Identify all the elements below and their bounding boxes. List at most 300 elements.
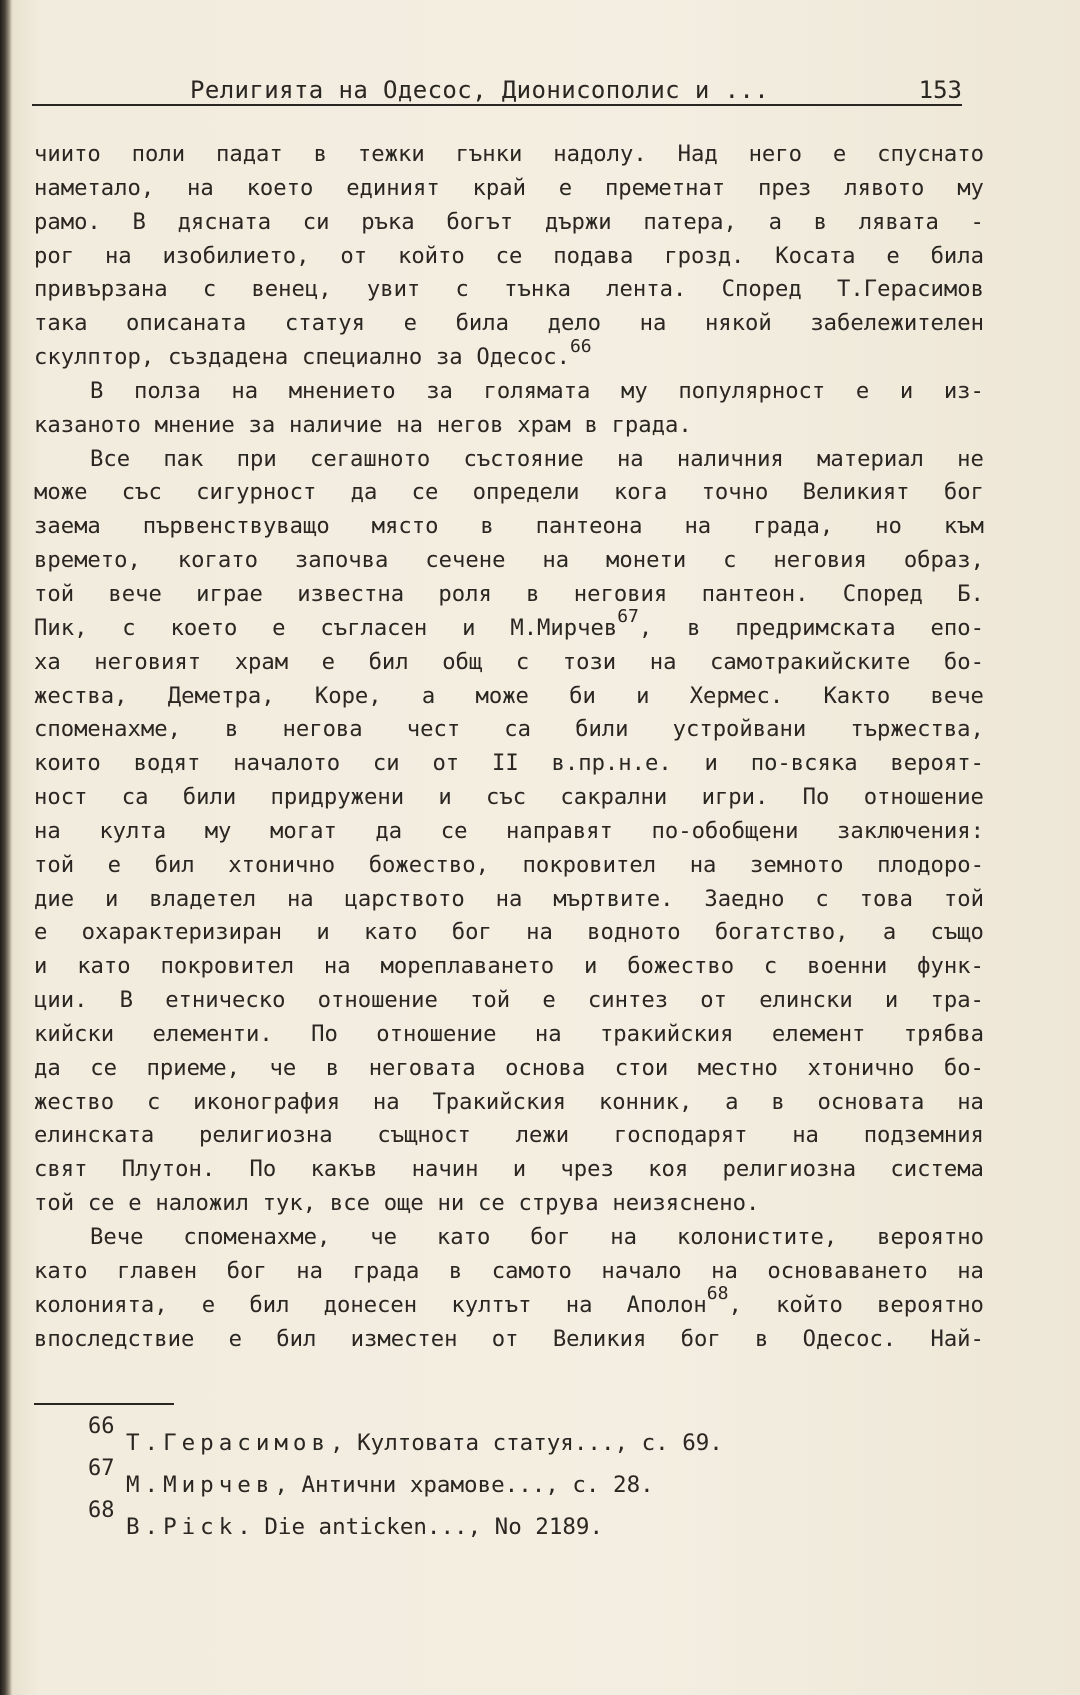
word: споменахме, xyxy=(183,1224,331,1250)
footnote-author: Т.Герасимов xyxy=(126,1430,331,1456)
word: че xyxy=(370,1224,397,1250)
word: култът xyxy=(451,1291,532,1318)
word: ръка xyxy=(361,208,415,235)
word: а xyxy=(725,1088,739,1115)
footnote-citation: . Die anticken..., No 2189. xyxy=(237,1514,604,1540)
word: бог xyxy=(451,919,492,946)
word: придружени xyxy=(270,784,405,811)
text-line xyxy=(34,747,984,781)
word: с xyxy=(515,648,530,675)
word: на xyxy=(396,411,423,438)
word: свят xyxy=(34,1156,88,1183)
word: от xyxy=(432,750,460,777)
word: на xyxy=(372,1088,400,1115)
word: сечене xyxy=(425,547,506,574)
word: той xyxy=(34,580,75,607)
text-line xyxy=(34,240,984,274)
word: кийски xyxy=(34,1020,115,1047)
text-line xyxy=(34,1018,984,1052)
word: и xyxy=(462,614,476,641)
word: и xyxy=(512,1156,527,1183)
word: край xyxy=(472,174,526,201)
word: елинската xyxy=(34,1122,155,1149)
word: той xyxy=(34,851,75,878)
footnote-author: B.Pick xyxy=(126,1514,238,1540)
footnote-citation: , Култовата статуя..., с. 69. xyxy=(330,1430,723,1456)
word: покровител xyxy=(522,851,657,878)
word: на xyxy=(792,1122,819,1149)
word: състояние xyxy=(463,445,584,472)
word: тържества, xyxy=(850,716,984,743)
word: основаването xyxy=(767,1257,928,1284)
word: с xyxy=(455,276,469,303)
word: негова xyxy=(282,716,363,743)
word: земното xyxy=(749,851,844,878)
word: пак xyxy=(163,445,204,472)
word: си xyxy=(302,208,330,235)
word: ност xyxy=(34,784,88,811)
word: в xyxy=(584,411,598,438)
word: игри. xyxy=(701,784,769,811)
word: неговата xyxy=(368,1054,476,1081)
text-line xyxy=(34,544,984,578)
word: а xyxy=(882,919,897,946)
word: Над xyxy=(677,141,718,167)
word: Все xyxy=(90,445,131,472)
word: дясната xyxy=(177,208,272,235)
word: отношение xyxy=(317,987,438,1014)
word: Великия xyxy=(552,1325,647,1352)
text-line xyxy=(34,1086,984,1120)
word: система xyxy=(890,1156,984,1183)
word: времето, xyxy=(34,547,141,574)
footnote-text xyxy=(126,1430,723,1456)
word: наличие xyxy=(289,411,383,438)
word: кога xyxy=(613,479,668,506)
word: е xyxy=(272,614,286,641)
word: на xyxy=(565,1291,593,1318)
word: неговия xyxy=(573,580,668,607)
word: култа xyxy=(99,817,167,844)
word: от xyxy=(700,987,727,1014)
word: ха xyxy=(34,648,61,675)
word: По xyxy=(249,1156,277,1183)
word: голямата xyxy=(483,377,591,404)
word: рог xyxy=(34,242,75,269)
word: с xyxy=(723,547,737,574)
word: мореплаването xyxy=(380,953,555,980)
word: грозд. xyxy=(664,242,745,269)
word: В xyxy=(119,987,133,1014)
word: колонията, xyxy=(34,1291,168,1318)
word: на xyxy=(649,648,677,675)
word: - xyxy=(970,208,984,235)
word: храм xyxy=(517,411,571,438)
word: е xyxy=(855,377,870,404)
word: били xyxy=(575,716,629,743)
word: впоследствие xyxy=(34,1325,195,1352)
word: чрез xyxy=(560,1156,614,1183)
word: В xyxy=(132,208,146,235)
word: се xyxy=(87,1190,115,1217)
word: на xyxy=(231,377,259,404)
word: хтонично xyxy=(228,851,336,878)
word: коя xyxy=(648,1156,689,1183)
word: подава xyxy=(553,242,634,269)
footnote-number: 66 xyxy=(88,1414,115,1439)
word: него xyxy=(748,141,803,167)
word: образ, xyxy=(903,547,984,574)
word: някой xyxy=(704,310,772,337)
word: мнение xyxy=(154,411,235,438)
text-line xyxy=(34,1153,984,1187)
word: на xyxy=(323,953,351,980)
word: основата xyxy=(817,1088,925,1115)
footnotes xyxy=(88,1414,908,1546)
text-line xyxy=(34,1052,984,1086)
word: би xyxy=(569,682,596,709)
word: тук, xyxy=(262,1190,317,1217)
word: бог xyxy=(943,479,984,506)
word: популярност xyxy=(678,377,826,404)
word: се xyxy=(90,1054,117,1081)
text-line xyxy=(34,138,984,172)
word: място xyxy=(371,513,439,540)
word: колонистите, xyxy=(676,1224,838,1250)
word: се xyxy=(495,242,523,269)
word: са xyxy=(121,784,149,811)
word: поли xyxy=(131,141,186,167)
word: полза xyxy=(133,377,201,404)
word: определи xyxy=(472,479,580,506)
word: което xyxy=(170,614,238,641)
word: тракийския xyxy=(599,1020,734,1047)
word: Пик, xyxy=(34,614,88,641)
word: за xyxy=(426,377,453,404)
word: бог xyxy=(226,1257,267,1284)
text-line xyxy=(34,781,984,815)
text-line xyxy=(34,950,984,984)
word: на xyxy=(689,851,717,878)
word: лента. xyxy=(606,276,687,303)
word: може xyxy=(34,479,88,506)
word: мъртвите. xyxy=(553,885,674,912)
word: направят xyxy=(506,817,613,844)
word: Б. xyxy=(957,580,984,607)
word: Косата xyxy=(775,242,856,269)
word: сигурност xyxy=(196,479,317,506)
word: ни xyxy=(437,1190,465,1217)
word: негов xyxy=(436,411,504,438)
word: през xyxy=(757,174,812,201)
word: е xyxy=(321,648,336,675)
word: споменахме, xyxy=(34,716,181,743)
word: иконография xyxy=(193,1088,341,1115)
text-line xyxy=(34,510,984,544)
word: жество xyxy=(34,1088,115,1115)
word: със xyxy=(486,784,527,811)
word: да xyxy=(34,1054,61,1081)
word: се xyxy=(411,479,439,506)
word: наложил xyxy=(155,1190,249,1217)
word: с xyxy=(122,614,136,641)
word: епо- xyxy=(930,614,984,641)
footnote-citation: , Антични храмове..., с. 28. xyxy=(274,1472,654,1498)
word: така xyxy=(34,310,88,337)
word: на xyxy=(286,885,314,912)
word: града xyxy=(352,1257,420,1284)
text-line xyxy=(34,984,984,1018)
word: а xyxy=(421,682,436,709)
word: била xyxy=(455,310,509,337)
word: водното xyxy=(587,919,681,946)
word: привързана xyxy=(34,276,168,303)
word: монети xyxy=(606,547,687,574)
word: е xyxy=(228,1325,242,1352)
text-line xyxy=(34,273,984,307)
footnote-number: 68 xyxy=(88,1498,115,1523)
word: заключения: xyxy=(837,817,984,844)
word: В xyxy=(90,377,104,404)
text-line xyxy=(34,1283,984,1323)
word: с xyxy=(146,1088,161,1115)
word: Вече xyxy=(90,1224,144,1250)
word: му xyxy=(957,174,984,201)
word: е xyxy=(107,851,122,878)
word: наличния xyxy=(676,445,784,472)
word: още xyxy=(383,1190,424,1217)
word: бил xyxy=(368,648,409,675)
word: По xyxy=(802,784,830,811)
word: Според xyxy=(721,276,802,303)
page-number: 153 xyxy=(918,76,962,104)
word: началото xyxy=(233,750,341,777)
footnote-text xyxy=(126,1514,603,1540)
word: функ- xyxy=(917,953,984,980)
word: какъв xyxy=(310,1156,378,1183)
running-header xyxy=(32,72,962,106)
word: сегашното xyxy=(309,445,431,472)
word: е xyxy=(832,141,847,167)
word: този xyxy=(562,648,617,675)
word: това xyxy=(859,885,914,912)
word: синтез xyxy=(587,987,669,1014)
text-line xyxy=(34,335,984,375)
word: в xyxy=(225,716,239,743)
word: на xyxy=(610,1224,637,1250)
word: в xyxy=(313,141,328,167)
word: точно xyxy=(701,479,769,506)
word: играе xyxy=(196,580,263,607)
text-line xyxy=(34,206,984,240)
word: вероятно xyxy=(877,1224,984,1250)
word: той xyxy=(470,987,511,1014)
word: на xyxy=(711,1257,738,1284)
text-line xyxy=(34,680,984,714)
word: ции. xyxy=(34,987,88,1014)
word: в xyxy=(687,614,701,641)
word: в xyxy=(480,513,494,540)
word: все xyxy=(329,1190,370,1217)
word: царството xyxy=(344,885,465,912)
word: бил xyxy=(276,1325,317,1352)
word: вероят- xyxy=(890,750,984,777)
word: а xyxy=(768,208,782,235)
footnote-rule xyxy=(34,1403,174,1405)
word: трябва xyxy=(903,1020,984,1047)
word: скулптор, xyxy=(34,344,155,371)
word: казаното xyxy=(34,411,141,438)
word: в.пр.н.е. xyxy=(551,750,672,777)
word: лявото xyxy=(844,174,925,201)
word: е xyxy=(886,242,900,269)
word: държи xyxy=(544,208,612,235)
word: По xyxy=(311,1020,338,1047)
word: от xyxy=(340,242,368,269)
word: предримската xyxy=(735,614,896,641)
word: също xyxy=(930,919,984,946)
text-line xyxy=(34,443,984,477)
word: пантеона xyxy=(535,513,643,540)
word: Хермес. xyxy=(689,682,784,709)
word: бо- xyxy=(943,1054,984,1081)
word: надолу. xyxy=(553,141,647,167)
book-binding-edge xyxy=(0,0,12,1695)
text-line xyxy=(34,307,984,341)
word: религиозна xyxy=(722,1156,857,1183)
word: към xyxy=(943,513,984,540)
word: венец, xyxy=(251,276,332,303)
word: когато xyxy=(177,547,258,574)
word: по-обобщени xyxy=(651,817,799,844)
footnote-number: 67 xyxy=(88,1456,115,1481)
word: начало xyxy=(601,1257,682,1284)
word: религиозна xyxy=(199,1122,333,1149)
word: Тракийския xyxy=(432,1088,567,1115)
word: охарактеризиран xyxy=(81,919,283,946)
word: Одесос. xyxy=(802,1325,897,1352)
word: е xyxy=(34,919,48,946)
word: Плутон. xyxy=(121,1156,216,1183)
word: бил xyxy=(154,851,195,878)
word: устройвани xyxy=(672,716,807,743)
text-line xyxy=(34,1255,984,1289)
word: струва xyxy=(518,1190,599,1217)
word: което xyxy=(246,174,314,201)
word: с xyxy=(202,276,217,303)
word: започва xyxy=(294,547,389,574)
running-title: Религията на Одесос, Дионисополис и ... xyxy=(190,76,770,104)
word: владетел xyxy=(149,885,257,912)
word: на xyxy=(34,817,61,844)
word: елемент xyxy=(771,1020,866,1047)
word: са xyxy=(504,716,531,743)
footnote-marker: 67 xyxy=(617,606,639,628)
footnote xyxy=(88,1498,908,1546)
word: и xyxy=(316,919,330,946)
word: на xyxy=(616,445,644,472)
word: тежки xyxy=(357,141,425,167)
word: е xyxy=(201,1291,216,1318)
word: приеме, xyxy=(146,1054,241,1081)
word: за xyxy=(248,411,276,438)
word: дело xyxy=(547,310,602,337)
word: бог xyxy=(530,1224,571,1250)
word: на xyxy=(684,513,712,540)
word: създадена xyxy=(167,344,289,371)
word: като xyxy=(77,953,131,980)
word: дие xyxy=(34,885,75,912)
text-line xyxy=(34,1323,984,1357)
word: първенствуващо xyxy=(142,513,330,540)
word: материал xyxy=(817,445,924,472)
word: богатство, xyxy=(714,919,849,946)
word: тра- xyxy=(930,987,984,1014)
text-line xyxy=(34,916,984,950)
text-line xyxy=(34,578,984,612)
word: на xyxy=(542,547,570,574)
word: вероятно xyxy=(877,1291,984,1318)
word: покровител xyxy=(160,953,295,980)
word: били xyxy=(182,784,237,811)
word: известна xyxy=(297,580,405,607)
footnote xyxy=(88,1414,908,1462)
word: и xyxy=(884,987,899,1014)
word: неговият xyxy=(94,648,202,675)
word: Заедно xyxy=(704,885,785,912)
word: на xyxy=(526,919,553,946)
word: сакрални xyxy=(560,784,668,811)
word: не xyxy=(957,445,984,472)
text-line xyxy=(34,375,984,409)
word: описаната xyxy=(126,310,247,337)
text-line xyxy=(34,646,984,680)
word: града. xyxy=(611,411,692,438)
word: в xyxy=(813,208,827,235)
word: падат xyxy=(215,141,283,167)
word: същност xyxy=(377,1122,471,1149)
word: лежи xyxy=(515,1122,570,1149)
word: единият xyxy=(346,174,440,201)
word: на xyxy=(639,310,667,337)
word: на xyxy=(957,1088,984,1115)
word: самото xyxy=(491,1257,572,1284)
word: Деметра, xyxy=(167,682,275,709)
word: му xyxy=(204,817,232,844)
word: и xyxy=(583,953,598,980)
word: като xyxy=(436,1224,491,1250)
word: и xyxy=(704,750,718,777)
word: той xyxy=(943,885,984,912)
word: е xyxy=(128,1190,142,1217)
text-line xyxy=(34,172,984,206)
word: и xyxy=(438,784,452,811)
word: с xyxy=(815,885,829,912)
word: подземния xyxy=(863,1122,984,1149)
word: неговия xyxy=(773,547,867,574)
word: се xyxy=(477,1190,505,1217)
word: М.Мирчев$^{67}$, xyxy=(510,606,653,641)
text-line xyxy=(34,815,984,849)
word: роля xyxy=(438,580,492,607)
word: водят xyxy=(133,750,201,777)
word: стои xyxy=(614,1054,669,1081)
word: Аполон$^{68}$, xyxy=(626,1283,742,1318)
word: е xyxy=(542,987,556,1014)
text-line xyxy=(34,606,984,646)
word: в xyxy=(526,580,540,607)
word: но xyxy=(875,513,902,540)
